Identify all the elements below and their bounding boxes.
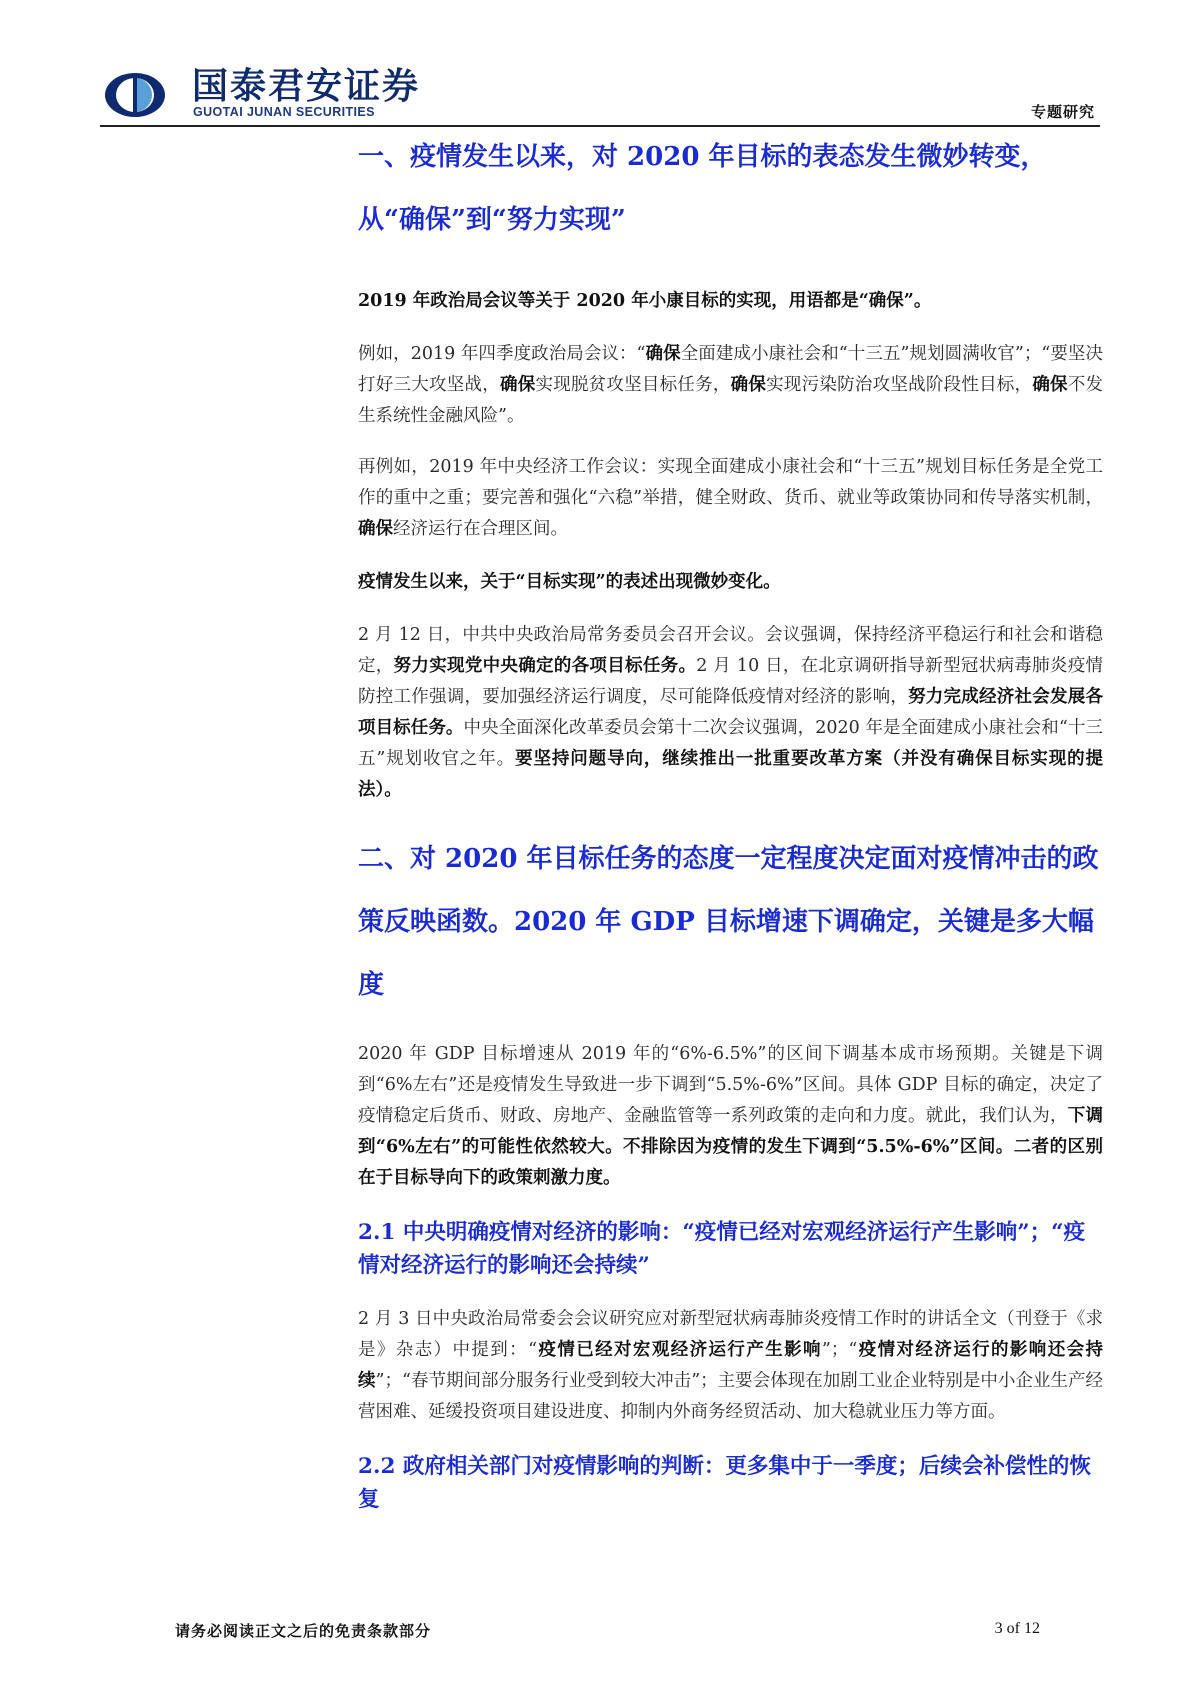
report-type-label: 专题研究 [1030,103,1095,121]
page-number: 3 of 12 [994,1620,1040,1637]
subsection-2-1-heading: 2.1 中央明确疫情对经济的影响：“疫情已经对宏观经济运行产生影响”；“疫情对经济运行的影响还会持续” [358,1220,1085,1278]
main-content [358,126,1103,1516]
subsection-2-2-heading: 2.2 政府相关部门对疫情影响的判断：更多集中于一季度；后续会补偿性的恢复 [358,1454,1091,1512]
section1-lead: 2019 年政治局会议等关于 2020 年小康目标的实现，用语都是“确保”。 [358,291,932,311]
section1-paragraph-2: 再例如，2019 年中央经济工作会议：实现全面建成小康社会和“十三五”规划目标任务是全党工作的重中之重；要完善和强化“六稳”举措，健全财政、货币、就业等政策协同和传导落实机制，确保经济运行在合理区间。 [358,457,1103,539]
subsection-2-1-paragraph: 2 月 3 日中央政治局常委会会议研究应对新型冠状病毒肺炎疫情工作时的讲话全文（刊登于《求是》杂志）中提到：“疫情已经对宏观经济运行产生影响”；“疫情对经济运行的影响还会持续”；“春节期间部分服务行业受到较大冲击”；主要会体现在加剧工业企业特别是中小企业生产经营困难、延缓投资项目建设进度、抑制内外商务经贸活动、加大稳就业压力等方面。 [358,1309,1104,1422]
section1-lead-2: 疫情发生以来，关于“目标实现”的表述出现微妙变化。 [358,572,781,592]
brand-name-cn: 国泰君安证券 [192,66,421,107]
brand-name-en: GUOTAI JUNAN SECURITIES [193,105,375,119]
section1-paragraph-3: 2 月 12 日，中共中央政治局常务委员会召开会议。会议强调，保持经济平稳运行和社会和谐稳定，努力实现党中央确定的各项目标任务。2 月 10 日，在北京调研指导新型冠状病毒肺炎疫情防控工作强调，要加强经济运行调度，尽可能降低疫情对经济的影响，努力完成经济社会发展各项目标任务。中央全面深化改革委员会第十二次会议强调，2020 年是全面建成小康社会和“十三五”规划收官之年。要坚持问题导向，继续推出一批重要改革方案（并没有确保目标实现的提法）。 [358,625,1104,800]
section2-heading: 二、对 2020 年目标任务的态度一定程度决定面对疫情冲击的政策反映函数。2020 年 GDP 目标增速下调确定，关键是多大幅度 [358,844,1099,1000]
section2-paragraph-1: 2020 年 GDP 目标增速从 2019 年的“6%-6.5%”的区间下调基本成市场预期。关键是下调到“6%左右”还是疫情发生导致进一步下调到“5.5%-6%”区间。具体 GDP 目标的确定，决定了疫情稳定后货币、财政、房地产、金融监管等一系列政策的走向和力度。就此，我们认为，下调到“6%左右”的可能性依然较大。不排除因为疫情的发生下调到“5.5%-6%”区间。二者的区别在于目标导向下的政策刺激力度。 [358,1044,1104,1188]
section1-paragraph-1: 例如，2019 年四季度政治局会议：“确保全面建成小康社会和“十三五”规划圆满收官”；“要坚决打好三大攻坚战，确保实现脱贫攻坚目标任务，确保实现污染防治攻坚战阶段性目标，确保不发生系统性金融风险”。 [358,344,1104,426]
footer-disclaimer: 请务必阅读正文之后的免责条款部分 [175,1622,432,1640]
guotai-junan-logo-icon [104,72,166,118]
section1-heading: 一、疫情发生以来，对 2020 年目标的表态发生微妙转变，从“确保”到“努力实现” [358,142,1047,235]
